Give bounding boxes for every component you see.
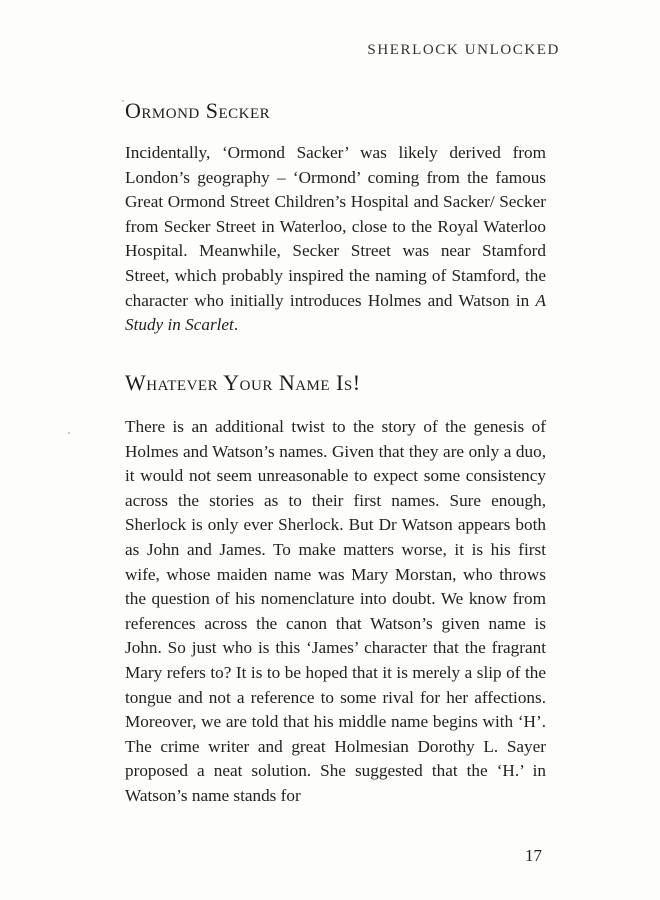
section-heading-ormond-secker: Ormond Secker	[125, 98, 271, 123]
section-heading-whatever-your-name-is: Whatever Your Name Is!	[125, 370, 361, 395]
paragraph-whatever-your-name-is: There is an additional twist to the story of the genesis of Holmes and Watson’s names. Given that they are only a duo, it would not seem unreasonable to expect some consistency across the stories as to their first names. Sure enough, Sherlock is only ever Sherlock. But Dr Watson appears both as John and James. To make matters worse, it is his first wife, whose maiden name was Mary Morstan, who throws the question of his nomenclature into doubt. We know from references across the canon that Watson’s given name is John. So just who is this ‘James’ character that the fragrant Mary refers to? It is to be hoped that it is merely a slip of the tongue and not a reference to some rival for her affections. Moreover, we are told that his middle name begins with ‘H’. The crime writer and great Holmesian Dorothy L. Sayer proposed a neat solution. She suggested that the ‘H.’ in Watson’s name stands for	[125, 417, 546, 805]
book-title-italic: A Study in Scarlet	[125, 290, 546, 335]
scan-speck	[122, 100, 124, 102]
page-number: 17	[525, 846, 542, 865]
running-head: SHERLOCK UNLOCKED	[367, 42, 560, 58]
paragraph-ormond-secker	[125, 141, 546, 338]
scan-speck	[68, 432, 70, 434]
paragraph-end: .	[233, 315, 239, 335]
paragraph-text: Incidentally, ‘Ormond Sacker’ was likely derived from London’s geography – ‘Ormond’ coming from the famous Great Ormond Street Children’s Hospital and Sacker/ Secker from Secker Street in Waterloo, close to the Royal Waterloo Hospital. Meanwhile, Secker Street was near Stamford Street, which probably inspired the naming of Stamford, the character who initially introduces Holmes and Watson in	[125, 143, 546, 310]
